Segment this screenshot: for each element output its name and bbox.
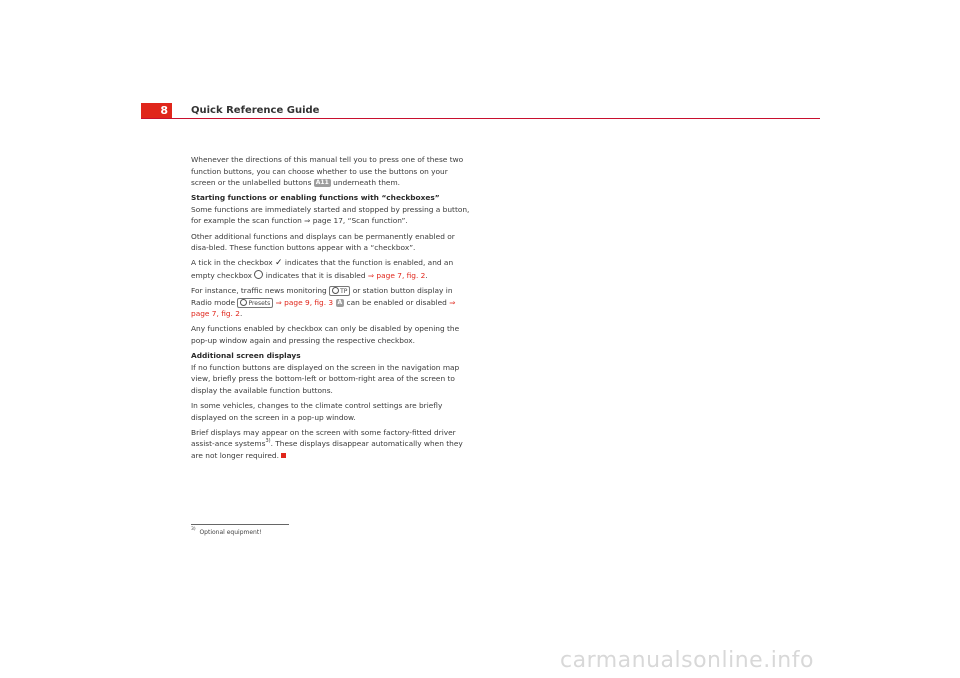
paragraph-checkbox-states: A tick in the checkbox ✓ indicates that the function is enabled, and an empty checkbox indicates that it is disabled ⇒ page 7, fig. 2. xyxy=(191,258,454,280)
footnote-ref: 3) xyxy=(265,438,271,445)
paragraph-tp-presets: For instance, traffic news monitoring TP or station button display in Radio mode Presets ⇒ page 9, fig. 3 A can be enabled or disabled ⇒ page 7, fig. 2. xyxy=(191,286,456,319)
circle-icon xyxy=(332,287,339,294)
watermark: carmanualsonline.info xyxy=(560,648,814,673)
footnote xyxy=(191,529,262,536)
presets-button: Presets xyxy=(237,298,273,308)
footnote-marker: 3) xyxy=(191,527,196,532)
page-number: 8 xyxy=(141,103,172,119)
xref-page7-fig2[interactable]: ⇒ page 7, fig. 2 xyxy=(367,270,426,280)
footnote-rule xyxy=(191,524,289,525)
paragraph-climate: In some vehicles, changes to the climate control settings are briefly displayed on the screen in a pop-up window. xyxy=(191,401,443,422)
paragraph-navigation: If no function buttons are displayed on the screen in the navigation map view, briefly press the bottom-left or bottom-right area of the screen to display the available function buttons. xyxy=(191,362,460,395)
section-heading-displays: Additional screen displays xyxy=(191,351,301,361)
check-icon: ✓ xyxy=(274,258,283,269)
paragraph-scan: Some functions are immediately started and stopped by pressing a button, for example the scan function ⇒ page 17, “Scan function”. xyxy=(191,204,470,226)
running-head-title: Quick Reference Guide xyxy=(191,105,320,116)
callout-badge-a: A xyxy=(337,298,343,306)
header-rule xyxy=(141,118,820,119)
empty-checkbox-icon xyxy=(254,270,263,279)
paragraph-checkbox-intro: Other additional functions and displays can be permanently enabled or disa-bled. These function buttons appear with a “checkbox”. xyxy=(191,231,455,253)
footnote-text: Optional equipment! xyxy=(199,529,262,536)
end-square-icon xyxy=(281,453,286,458)
xref-page9-fig3[interactable]: ⇒ page 9, fig. 3 xyxy=(275,297,334,307)
section-heading-checkboxes: Starting functions or enabling functions with “checkboxes” xyxy=(191,193,440,203)
callout-badge-a11: A11 xyxy=(315,179,329,186)
circle-icon xyxy=(240,299,247,306)
xref-page7-fig2-b[interactable]: ⇒ page 7, fig. 2 xyxy=(191,297,456,319)
tp-button: TP xyxy=(329,286,350,296)
body-text xyxy=(191,154,471,465)
paragraph-disable: Any functions enabled by checkbox can only be disabled by opening the pop-up window again and pressing the respective checkbox. xyxy=(191,324,460,345)
paragraph-function-buttons: Whenever the directions of this manual tell you to press one of these two function buttons, you can choose whether to use the buttons on your screen or the unlabelled buttons A11 underneath them. xyxy=(191,155,464,187)
paragraph-assist: Brief displays may appear on the screen with some factory-fitted driver assist-ance systems$^{3)}$. These displays disappear automatically when they are not longer required. xyxy=(191,427,463,460)
